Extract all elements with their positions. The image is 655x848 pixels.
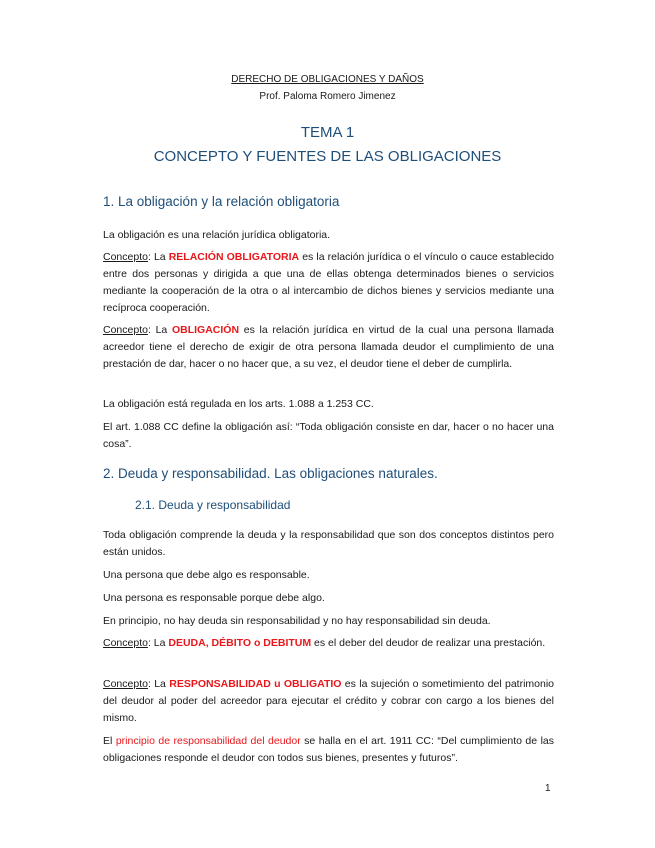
paragraph: El art. 1.088 CC define la obligación así: “Toda obligación consiste en dar, hacer o no hacer una cosa”.	[103, 421, 554, 450]
concept-label: Concepto	[103, 324, 148, 336]
highlight-term: RESPONSABILIDAD u OBLIGATIO	[169, 678, 342, 690]
highlight-term: principio de responsabilidad del deudor	[115, 735, 301, 747]
concept-paragraph: Concepto: La RELACIÓN OBLIGATORIA es la relación jurídica o el vínculo o cauce establecido entre dos personas y dirigida a que una de ellas obtenga determinados bienes o servicios mediante la cooperación de la otra o al intercambio de dichos bienes y servicios mediante una recíproca cooperación.	[103, 251, 555, 314]
highlight-term: OBLIGACIÓN	[171, 324, 240, 336]
topic-title: CONCEPTO Y FUENTES DE LAS OBLIGACIONES	[153, 148, 502, 165]
professor-name: Prof. Paloma Romero Jimenez	[259, 91, 396, 102]
concept-label: Concepto	[103, 678, 148, 690]
course-title: DERECHO DE OBLIGACIONES Y DAÑOS	[231, 74, 424, 85]
paragraph: Una persona es responsable porque debe algo.	[103, 592, 325, 604]
subsection-heading: 2.1. Deuda y responsabilidad	[135, 498, 291, 512]
concept-paragraph: Concepto: La OBLIGACIÓN es la relación jurídica en virtud de la cual una persona llamada acreedor tiene el derecho de exigir de otra persona llamada deudor el cumplimiento de una prestación de dar, hacer o no hacer que, a su vez, el deudor tiene el deber de cumplirla.	[103, 324, 554, 370]
highlight-term: RELACIÓN OBLIGATORIA	[168, 251, 300, 263]
highlight-term: DEUDA, DÉBITO o DEBITUM	[168, 637, 312, 649]
page-number: 1	[545, 783, 551, 794]
concept-paragraph: Concepto: La RESPONSABILIDAD u OBLIGATIO es la sujeción o sometimiento del patrimonio del deudor al poder del acreedor para ejecutar el crédito y cobrar con cargo a los bienes del mismo.	[103, 678, 555, 724]
paragraph: La obligación es una relación jurídica obligatoria.	[103, 229, 331, 241]
paragraph: Toda obligación comprende la deuda y la responsabilidad que son dos conceptos distintos pero están unidos.	[103, 529, 554, 558]
principle-paragraph: El principio de responsabilidad del deudor se halla en el art. 1911 CC: “Del cumplimiento de las obligaciones responde el deudor con todos sus bienes, presentes y futuros”.	[103, 735, 554, 764]
paragraph: Una persona que debe algo es responsable.	[103, 569, 310, 581]
section-1-heading: 1. La obligación y la relación obligatoria	[103, 194, 340, 209]
paragraph: La obligación está regulada en los arts. 1.088 a 1.253 CC.	[103, 398, 374, 410]
concept-label: Concepto	[103, 251, 148, 263]
paragraph: En principio, no hay deuda sin responsabilidad y no hay responsabilidad sin deuda.	[103, 615, 491, 627]
concept-paragraph: Concepto: La DEUDA, DÉBITO o DEBITUM es el deber del deudor de realizar una prestación.	[103, 637, 546, 649]
concept-label: Concepto	[103, 637, 148, 649]
section-2-heading: 2. Deuda y responsabilidad. Las obligaciones naturales.	[103, 466, 438, 481]
topic-number: TEMA 1	[300, 124, 355, 141]
